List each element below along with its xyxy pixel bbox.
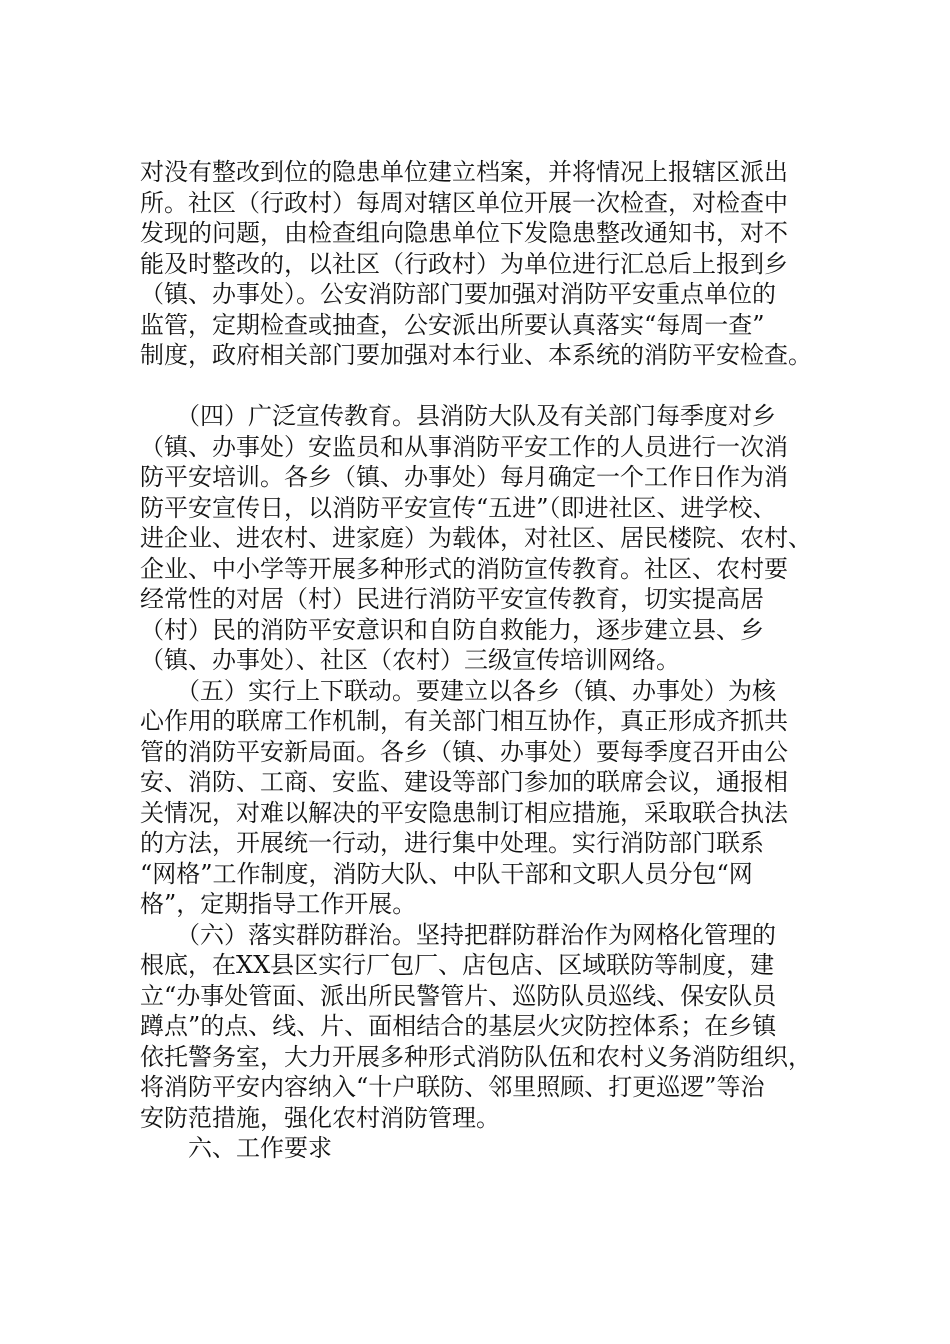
text-line: 制度，政府相关部门要加强对本行业、本系统的消防平安检查。 bbox=[140, 341, 812, 369]
text-line: （镇、办事处）。公安消防部门要加强对消防平安重点单位的 bbox=[140, 280, 776, 308]
text-line: 进企业、进农村、进家庭）为载体，对社区、居民楼院、农村、 bbox=[140, 524, 812, 552]
text-line: 安、消防、工商、安监、建设等部门参加的联席会议，通报相 bbox=[140, 768, 788, 796]
text-line: 蹲点”的点、线、片、面相结合的基层火灾防控体系；在乡镇 bbox=[140, 1012, 777, 1040]
text-line: 根底，在XX县区实行厂包厂、店包店、区域联防等制度，建 bbox=[140, 951, 775, 979]
document-body bbox=[140, 157, 840, 1164]
paragraph-gap bbox=[140, 371, 840, 402]
text-line: 安防范措施，强化农村消防管理。 bbox=[140, 1103, 500, 1132]
text-line: 将消防平安内容纳入“十户联防、邻里照顾、打更巡逻”等治 bbox=[140, 1073, 765, 1101]
text-line: 所。社区（行政村）每周对辖区单位开展一次检查，对检查中 bbox=[140, 188, 788, 217]
text-line: 企业、中小学等开展多种形式的消防宣传教育。社区、农村要 bbox=[140, 554, 788, 583]
text-line: （五）实行上下联动。要建立以各乡（镇、办事处）为核 bbox=[140, 676, 776, 705]
text-line: （四）广泛宣传教育。县消防大队及有关部门每季度对乡 bbox=[140, 402, 776, 430]
text-line: 发现的问题，由检查组向隐患单位下发隐患整改通知书，对不 bbox=[140, 219, 788, 247]
text-line: 格”，定期指导工作开展。 bbox=[140, 890, 417, 918]
text-line: 能及时整改的，以社区（行政村）为单位进行汇总后上报到乡 bbox=[140, 249, 788, 278]
text-line: 心作用的联席工作机制，有关部门相互协作，真正形成齐抓共 bbox=[140, 707, 788, 735]
text-line: （镇、办事处）、社区（农村）三级宣传培训网络。 bbox=[140, 646, 680, 674]
text-line: 的方法，开展统一行动，进行集中处理。实行消防部门联系 bbox=[140, 829, 764, 857]
text-line: 立“办事处管面、派出所民警管片、巡防队员巡线、保安队员 bbox=[140, 981, 777, 1010]
text-line: 防平安宣传日，以消防平安宣传“五进”（即进社区、进学校、 bbox=[140, 493, 777, 522]
text-line: 监管，定期检查或抽查，公安派出所要认真落实“每周一查” bbox=[140, 310, 765, 339]
text-line: 依托警务室，大力开展多种形式消防队伍和农村义务消防组织， bbox=[140, 1042, 812, 1071]
text-line: “网格”工作制度，消防大队、中队干部和文职人员分包“网 bbox=[140, 859, 753, 888]
text-line: 关情况，对难以解决的平安隐患制订相应措施，采取联合执法 bbox=[140, 798, 788, 827]
section-heading: 六、工作要求 bbox=[140, 1134, 332, 1162]
text-line: （镇、办事处）安监员和从事消防平安工作的人员进行一次消 bbox=[140, 432, 788, 461]
text-line: 管的消防平安新局面。各乡（镇、办事处）要每季度召开由公 bbox=[140, 737, 788, 766]
text-line: （六）落实群防群治。坚持把群防群治作为网格化管理的 bbox=[140, 920, 776, 949]
text-line: 经常性的对居（村）民进行消防平安宣传教育，切实提高居 bbox=[140, 585, 764, 613]
text-line: 防平安培训。各乡（镇、办事处）每月确定一个工作日作为消 bbox=[140, 463, 788, 491]
text-line: 对没有整改到位的隐患单位建立档案，并将情况上报辖区派出 bbox=[140, 158, 788, 186]
text-line: （村）民的消防平安意识和自防自救能力，逐步建立县、乡 bbox=[140, 615, 764, 644]
